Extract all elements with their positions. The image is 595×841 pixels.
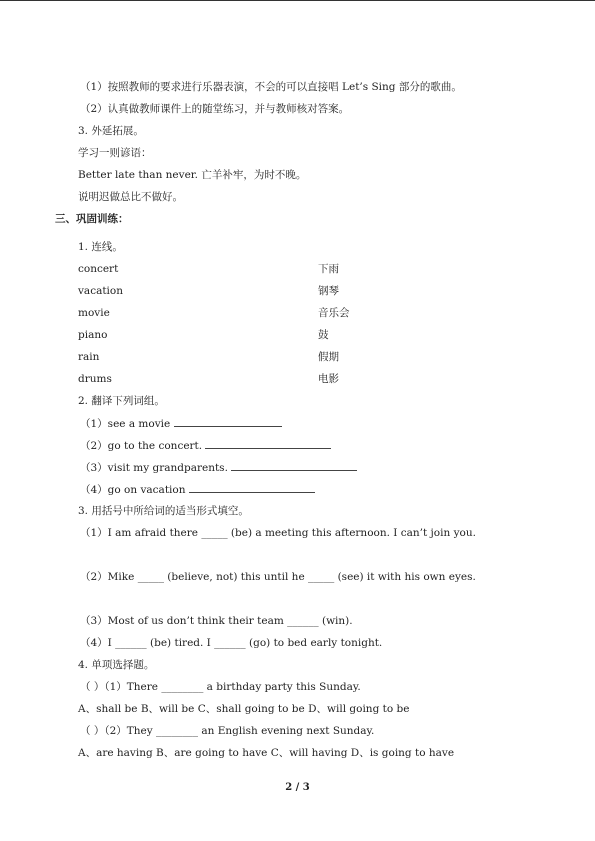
fill-item: （4）I ______ (be) tired. I ______ (go) to bed early tonight. (80, 637, 383, 649)
answer-blank[interactable] (205, 438, 331, 449)
answer-blank[interactable] (189, 482, 315, 493)
match-zh: 钢琴 (318, 285, 339, 297)
translation-item: （1）see a movie (80, 416, 282, 431)
match-en: drums (78, 373, 112, 385)
match-zh: 音乐会 (318, 307, 350, 319)
text-line: Better late than never. 亡羊补牢，为时不晚。 (78, 169, 307, 181)
match-en: vacation (78, 285, 123, 297)
text-line: 3. 外延拓展。 (78, 125, 144, 137)
question-title: 1. 连线。 (78, 241, 123, 253)
text-line: （2）认真做教师课件上的随堂练习，并与教师核对答案。 (80, 103, 350, 115)
match-zh: 假期 (318, 351, 339, 363)
translation-item: （4）go on vacation (80, 482, 315, 497)
page-number: 2 / 3 (285, 782, 310, 793)
answer-blank[interactable] (174, 416, 282, 427)
fill-item: （2）Mike _____ (believe, not) this until he _____ (see) it with his own eyes. (80, 571, 476, 583)
question-title: 2. 翻译下列词组。 (78, 395, 165, 407)
match-zh: 鼓 (318, 329, 329, 341)
text-line: 学习一则谚语： (78, 147, 152, 159)
choice-question: （ ）（1）There ________ a birthday party this Sunday. (80, 681, 361, 693)
match-en: concert (78, 263, 119, 275)
fill-item: （3）Most of us don’t think their team ______ (win). (80, 615, 353, 627)
answer-blank[interactable] (231, 460, 357, 471)
match-zh: 电影 (318, 373, 339, 385)
choice-options: A、are having B、are going to have C、will having D、is going to have (78, 747, 455, 759)
text-line: （1）按照教师的要求进行乐器表演，不会的可以直接唱 Let’s Sing 部分的歌曲。 (80, 81, 462, 93)
fill-item: （1）I am afraid there _____ (be) a meeting this afternoon. I can’t join you. (80, 527, 476, 539)
translation-item: （3）visit my grandparents. (80, 460, 357, 475)
choice-question: （ ）（2）They ________ an English evening next Sunday. (80, 725, 375, 737)
match-zh: 下雨 (318, 263, 339, 275)
section-heading: 三、巩固训练： (55, 213, 129, 225)
translation-item: （2）go to the concert. (80, 438, 331, 453)
text-line: 说明迟做总比不做好。 (78, 191, 183, 203)
question-title: 3. 用括号中所给词的适当形式填空。 (78, 505, 249, 517)
header-rule (0, 0, 595, 1)
match-en: movie (78, 307, 110, 319)
choice-options: A、shall be B、will be C、shall going to be D、will going to be (78, 703, 410, 715)
match-en: piano (78, 329, 108, 341)
question-title: 4. 单项选择题。 (78, 659, 155, 671)
match-en: rain (78, 351, 100, 363)
